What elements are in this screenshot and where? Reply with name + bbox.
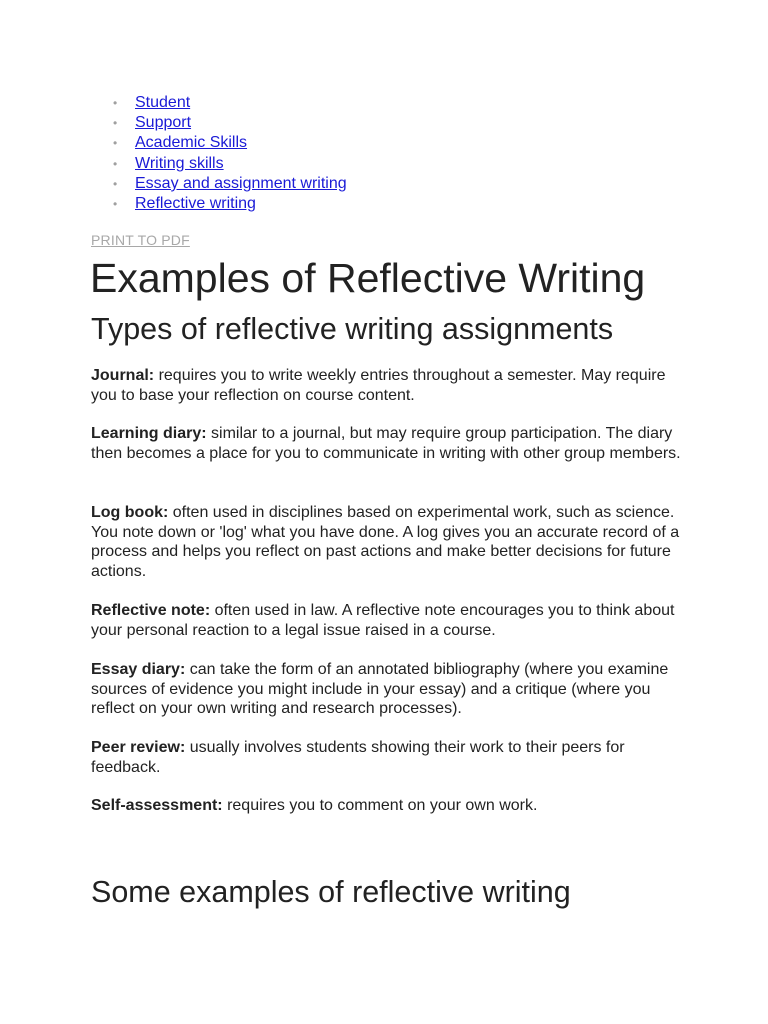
breadcrumb-item <box>111 154 347 174</box>
entry-term: Peer review: <box>91 739 186 756</box>
breadcrumb-item <box>111 174 347 194</box>
entry-self-assessment <box>91 796 691 816</box>
entry-text: requires you to comment on your own work. <box>222 797 538 814</box>
entry-log-book <box>91 503 691 581</box>
breadcrumb-link-writing-skills[interactable]: Writing skills <box>135 154 224 172</box>
bullet-icon: • <box>113 196 118 211</box>
section-heading-types: Types of reflective writing assignments <box>91 312 614 346</box>
breadcrumb-link-academic-skills[interactable]: Academic Skills <box>135 134 248 152</box>
entry-essay-diary <box>91 660 691 719</box>
bullet-icon: • <box>113 136 118 151</box>
entry-term: Learning diary: <box>91 425 207 442</box>
breadcrumb-item <box>111 194 347 214</box>
breadcrumb-item <box>111 93 347 113</box>
entry-text: requires you to write weekly entries throughout a semester. May require you to base your reflection on course content. <box>91 367 666 404</box>
entry-text: usually involves students showing their work to their peers for feedback. <box>91 739 625 776</box>
section-heading-examples: Some examples of reflective writing <box>91 875 571 909</box>
entry-term: Self-assessment: <box>91 797 223 814</box>
breadcrumb-link-support[interactable]: Support <box>135 114 192 132</box>
page-title: Examples of Reflective Writing <box>90 255 646 301</box>
breadcrumb-link-reflective-writing[interactable]: Reflective writing <box>135 194 256 212</box>
entry-learning-diary <box>91 424 691 463</box>
bullet-icon: • <box>113 176 118 191</box>
entry-journal <box>91 366 691 405</box>
bullet-icon: • <box>113 116 118 131</box>
entry-reflective-note <box>91 601 691 640</box>
entry-term: Journal: <box>91 367 155 384</box>
breadcrumb <box>111 93 347 214</box>
breadcrumb-item <box>111 133 347 153</box>
print-to-pdf-link[interactable]: PRINT TO PDF <box>91 232 190 248</box>
entry-term: Reflective note: <box>91 602 211 619</box>
breadcrumb-link-essay-writing[interactable]: Essay and assignment writing <box>135 174 347 192</box>
entry-text: can take the form of an annotated bibliography (where you examine sources of evidence you might include in your essay) and a critique (where you reflect on your own writing and research processes). <box>91 661 669 718</box>
entry-term: Essay diary: <box>91 661 186 678</box>
entry-peer-review <box>91 738 691 777</box>
bullet-icon: • <box>113 96 118 110</box>
entry-text: often used in disciplines based on experimental work, such as science. You note down or 'log' what you have done. A log gives you an accurate record of a process and helps you reflect on past actions and make better decisions for future actions. <box>91 504 680 580</box>
breadcrumb-item <box>111 113 347 133</box>
entry-text: often used in law. A reflective note encourages you to think about your personal reaction to a legal issue raised in a course. <box>91 602 675 639</box>
bullet-icon: • <box>113 156 118 171</box>
entry-text: similar to a journal, but may require group participation. The diary then becomes a place for you to communicate in writing with other group members. <box>91 425 681 462</box>
entry-term: Log book: <box>91 504 169 521</box>
breadcrumb-link-student[interactable]: Student <box>135 94 191 111</box>
